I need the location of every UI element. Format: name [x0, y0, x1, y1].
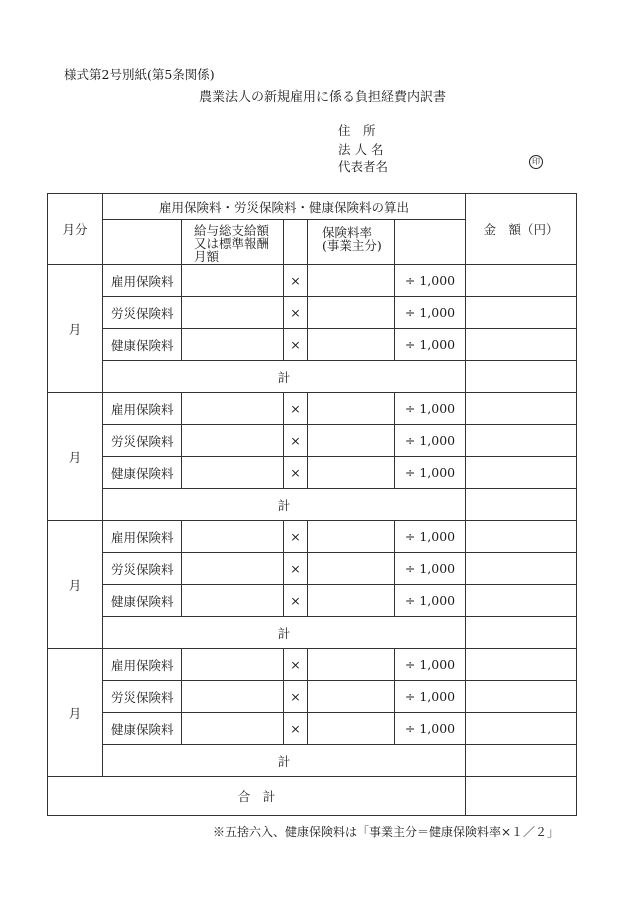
rate-input-cell[interactable] — [308, 585, 395, 617]
amount-input-cell[interactable] — [466, 713, 577, 745]
divide-by-1000: ÷ 1,000 — [395, 585, 466, 617]
rate-input-cell[interactable] — [308, 553, 395, 585]
rate-input-cell[interactable] — [308, 425, 395, 457]
subtotal-label: 計 — [103, 361, 466, 393]
wage-input-cell[interactable] — [182, 681, 284, 713]
times-sign: × — [284, 521, 308, 553]
times-sign: × — [284, 393, 308, 425]
wage-input-cell[interactable] — [182, 457, 284, 489]
divide-by-1000: ÷ 1,000 — [395, 265, 466, 297]
seal-icon: 印 — [529, 155, 543, 169]
representative-label: 代表者名 — [338, 159, 389, 174]
wage-input-cell[interactable] — [182, 553, 284, 585]
divide-by-1000: ÷ 1,000 — [395, 329, 466, 361]
divide-by-1000: ÷ 1,000 — [395, 713, 466, 745]
amount-input-cell[interactable] — [466, 457, 577, 489]
rate-input-cell[interactable] — [308, 649, 395, 681]
insurance-type-label: 健康保険料 — [103, 329, 182, 361]
rate-header: 保険料率 (事業主分) — [308, 220, 395, 265]
month-label-cell[interactable]: 月 — [48, 521, 103, 649]
month-label-cell[interactable]: 月 — [48, 265, 103, 393]
divide-by-1000: ÷ 1,000 — [395, 521, 466, 553]
divide-by-1000: ÷ 1,000 — [395, 681, 466, 713]
table-row — [48, 265, 577, 297]
amount-input-cell[interactable] — [466, 649, 577, 681]
rate-input-cell[interactable] — [308, 713, 395, 745]
divide-by-1000: ÷ 1,000 — [395, 393, 466, 425]
insurance-type-label: 雇用保険料 — [103, 265, 182, 297]
amount-header: 金 額（円） — [466, 194, 577, 265]
expense-table — [47, 193, 577, 816]
amount-input-cell[interactable] — [466, 393, 577, 425]
wage-header: 給与総支給額 又は標準報酬 月額 — [182, 220, 284, 265]
rate-input-cell[interactable] — [308, 457, 395, 489]
insurance-type-label: 健康保険料 — [103, 457, 182, 489]
subtotal-amount-cell[interactable] — [466, 489, 577, 521]
grand-total-label: 合 計 — [48, 777, 466, 816]
divide-by-1000: ÷ 1,000 — [395, 649, 466, 681]
times-sign: × — [284, 425, 308, 457]
amount-input-cell[interactable] — [466, 425, 577, 457]
wage-input-cell[interactable] — [182, 649, 284, 681]
table-row — [48, 521, 577, 553]
times-sign: × — [284, 329, 308, 361]
subtotal-label: 計 — [103, 745, 466, 777]
insurance-type-label: 労災保険料 — [103, 553, 182, 585]
corp-name-label: 法 人 名 — [338, 142, 384, 157]
table-row — [48, 585, 577, 617]
month-label-cell[interactable]: 月 — [48, 393, 103, 521]
subtotal-amount-cell[interactable] — [466, 617, 577, 649]
insurance-type-label: 労災保険料 — [103, 425, 182, 457]
times-sign: × — [284, 457, 308, 489]
table-row — [48, 329, 577, 361]
rate-input-cell[interactable] — [308, 393, 395, 425]
subtotal-label: 計 — [103, 489, 466, 521]
month-label-cell[interactable]: 月 — [48, 649, 103, 777]
subtotal-amount-cell[interactable] — [466, 745, 577, 777]
insurance-type-label: 健康保険料 — [103, 713, 182, 745]
month-header: 月分 — [48, 194, 103, 265]
times-sign: × — [284, 297, 308, 329]
amount-input-cell[interactable] — [466, 329, 577, 361]
table-row — [48, 297, 577, 329]
insurance-type-label: 労災保険料 — [103, 681, 182, 713]
wage-input-cell[interactable] — [182, 585, 284, 617]
insurance-type-label: 健康保険料 — [103, 585, 182, 617]
times-sign: × — [284, 265, 308, 297]
insurance-type-label: 雇用保険料 — [103, 521, 182, 553]
wage-input-cell[interactable] — [182, 521, 284, 553]
insurance-type-label: 雇用保険料 — [103, 649, 182, 681]
amount-input-cell[interactable] — [466, 681, 577, 713]
rate-input-cell[interactable] — [308, 329, 395, 361]
grand-total-amount-cell[interactable] — [466, 777, 577, 816]
times-sign: × — [284, 649, 308, 681]
table-row — [48, 393, 577, 425]
insurance-type-header-cell — [103, 220, 182, 265]
wage-input-cell[interactable] — [182, 265, 284, 297]
rate-input-cell[interactable] — [308, 681, 395, 713]
wage-input-cell[interactable] — [182, 425, 284, 457]
table-row — [48, 713, 577, 745]
amount-input-cell[interactable] — [466, 265, 577, 297]
table-row — [48, 681, 577, 713]
table-row — [48, 553, 577, 585]
times-header-cell — [284, 220, 308, 265]
amount-input-cell[interactable] — [466, 553, 577, 585]
times-sign: × — [284, 585, 308, 617]
document-title: 農業法人の新規雇用に係る負担経費内訳書 — [199, 90, 447, 105]
table-row — [48, 649, 577, 681]
calc-header: 雇用保険料・労災保険料・健康保険料の算出 — [103, 194, 466, 220]
table-row — [48, 425, 577, 457]
table-row — [48, 457, 577, 489]
times-sign: × — [284, 681, 308, 713]
footnote: ※五捨六入、健康保険料は「事業主分＝健康保険料率×１／２」 — [213, 825, 560, 839]
amount-input-cell[interactable] — [466, 521, 577, 553]
divide-by-1000: ÷ 1,000 — [395, 425, 466, 457]
divide-by-1000: ÷ 1,000 — [395, 297, 466, 329]
divide-by-1000: ÷ 1,000 — [395, 553, 466, 585]
divide-header-cell — [395, 220, 466, 265]
address-label: 住 所 — [338, 123, 376, 138]
rate-input-cell[interactable] — [308, 265, 395, 297]
wage-input-cell[interactable] — [182, 329, 284, 361]
amount-input-cell[interactable] — [466, 297, 577, 329]
wage-input-cell[interactable] — [182, 713, 284, 745]
wage-input-cell[interactable] — [182, 297, 284, 329]
amount-input-cell[interactable] — [466, 585, 577, 617]
divide-by-1000: ÷ 1,000 — [395, 457, 466, 489]
times-sign: × — [284, 713, 308, 745]
insurance-type-label: 雇用保険料 — [103, 393, 182, 425]
form-number: 様式第2号別紙(第5条関係) — [64, 67, 215, 82]
insurance-type-label: 労災保険料 — [103, 297, 182, 329]
times-sign: × — [284, 553, 308, 585]
subtotal-amount-cell[interactable] — [466, 361, 577, 393]
rate-input-cell[interactable] — [308, 297, 395, 329]
rate-input-cell[interactable] — [308, 521, 395, 553]
subtotal-label: 計 — [103, 617, 466, 649]
table-body — [48, 194, 577, 816]
wage-input-cell[interactable] — [182, 393, 284, 425]
